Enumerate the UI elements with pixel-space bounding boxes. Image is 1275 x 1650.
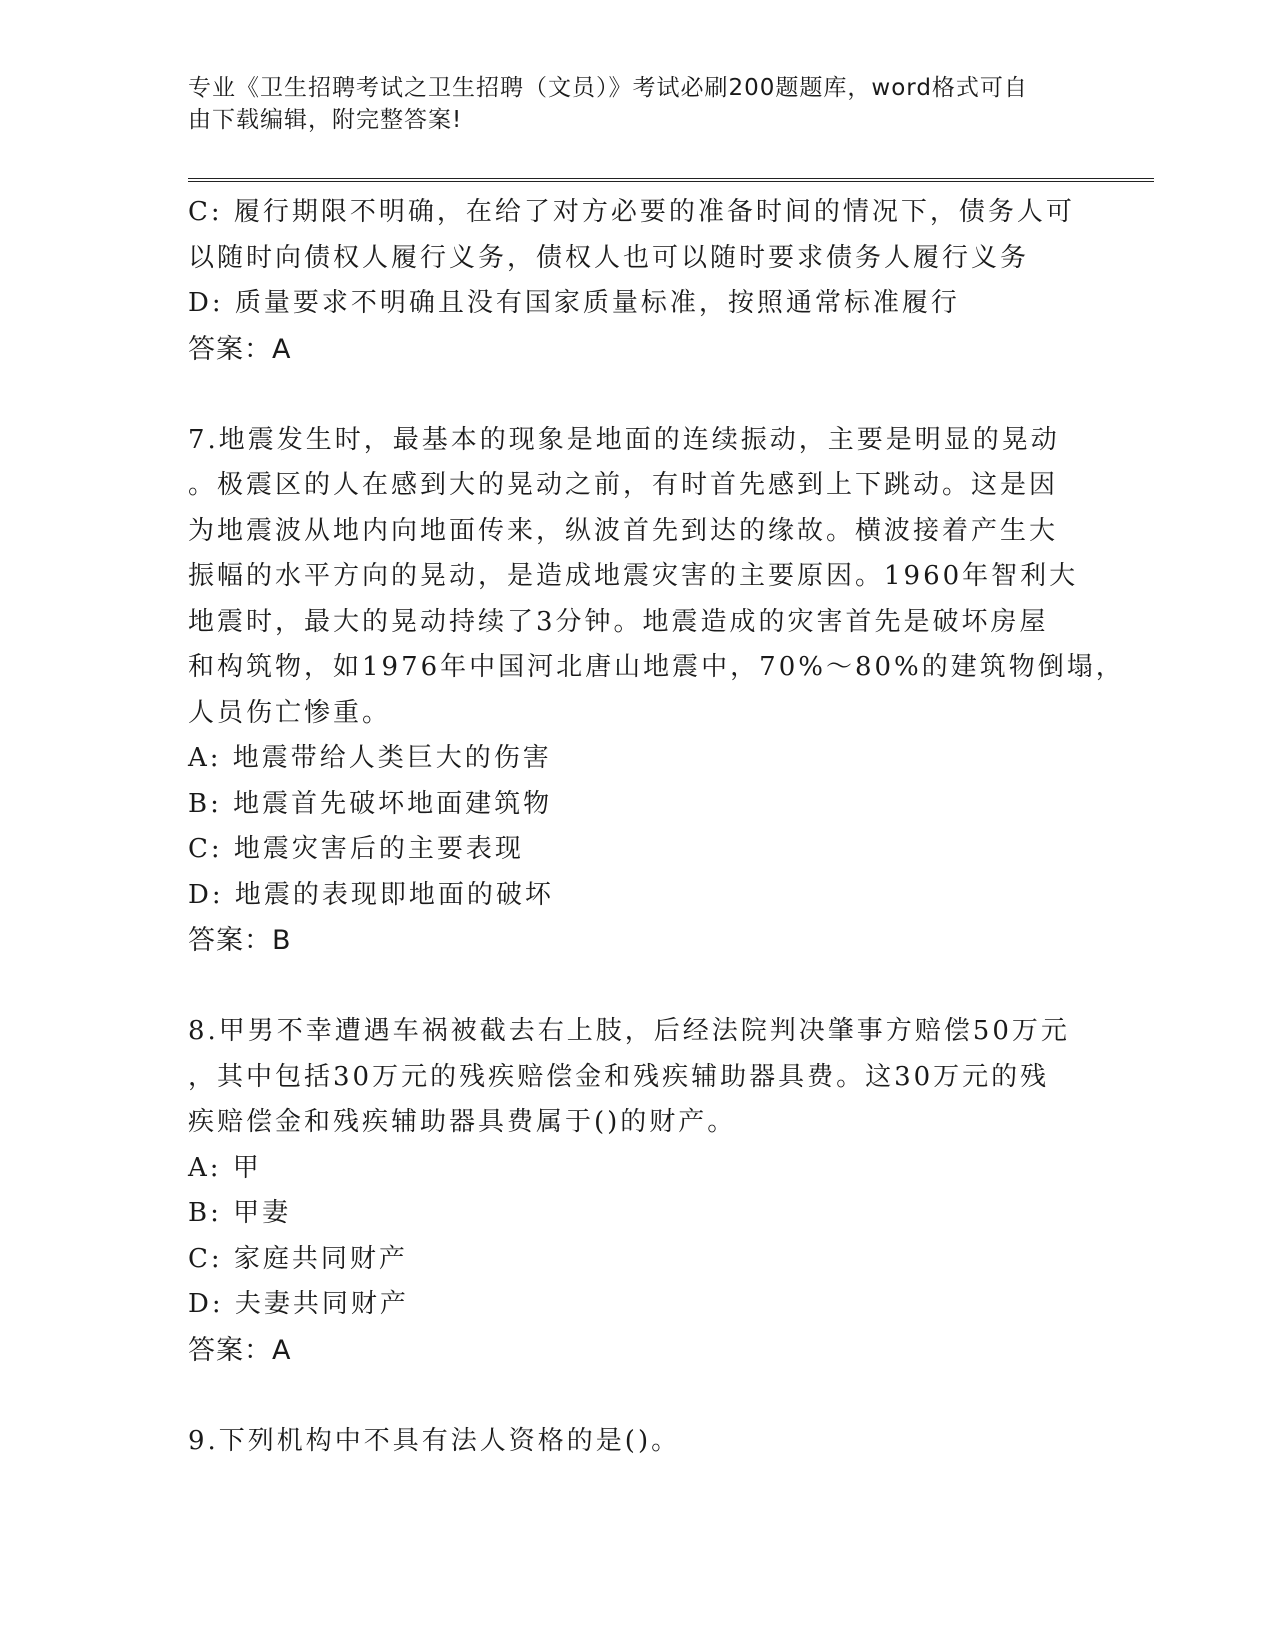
spacer xyxy=(188,372,1088,418)
answer-q8: 答案：A xyxy=(188,1334,292,1366)
q7-stem-line: 为地震波从地内向地面传来，纵波首先到达的缘故。横波接着产生大 xyxy=(188,515,1059,546)
q9-stem: 9.下列机构中不具有法人资格的是()。 xyxy=(188,1425,681,1456)
spacer xyxy=(188,1373,1088,1419)
q7-option-a: A: 地震带给人类巨大的伤害 xyxy=(188,743,552,773)
q7-stem-line: 人员伤亡惨重。 xyxy=(188,697,392,728)
q7-stem-line: 。极震区的人在感到大的晃动之前，有时首先感到上下跳动。这是因 xyxy=(188,470,1059,500)
q7-option-b: B: 地震首先破坏地面建筑物 xyxy=(188,788,553,819)
header-line-1: 专业《卫生招聘考试之卫生招聘（文员）》考试必刷200题题库，word格式可自 xyxy=(188,75,1028,101)
question-7 xyxy=(188,418,1125,964)
spacer xyxy=(188,964,1088,1010)
option-c-line-1: C: 履行期限不明确，在给了对方必要的准备时间的情况下，债务人可 xyxy=(188,197,1075,227)
q8-stem-line: 8.甲男不幸遭遇车祸被截去右上肢，后经法院判决肇事方赔偿50万元 xyxy=(188,1016,1070,1046)
q8-stem-line: 疾赔偿金和残疾辅助器具费属于()的财产。 xyxy=(188,1107,737,1137)
question-6-tail xyxy=(188,190,1088,372)
document-body xyxy=(188,190,1125,1464)
q7-option-c: C: 地震灾害后的主要表现 xyxy=(188,834,524,864)
page-header xyxy=(188,72,1068,136)
q8-option-b: B: 甲妻 xyxy=(188,1198,292,1228)
q8-option-c: C: 家庭共同财产 xyxy=(188,1243,408,1274)
q8-option-d: D: 夫妻共同财产 xyxy=(188,1289,409,1319)
header-double-rule xyxy=(188,178,1154,182)
q8-option-a: A: 甲 xyxy=(188,1152,262,1183)
option-c-line-2: 以随时向债权人履行义务，债权人也可以随时要求债务人履行义务 xyxy=(188,242,1030,273)
header-line-2: 由下载编辑，附完整答案! xyxy=(188,107,463,133)
answer-q7: 答案：B xyxy=(188,925,292,956)
option-d: D: 质量要求不明确且没有国家质量标准，按照通常标准履行 xyxy=(188,288,960,318)
question-9 xyxy=(188,1419,1088,1465)
question-8 xyxy=(188,1009,1088,1373)
answer-q6: 答案：A xyxy=(188,333,292,365)
q7-stem-line: 振幅的水平方向的晃动，是造成地震灾害的主要原因。1960年智利大 xyxy=(188,561,1079,591)
q7-stem-line: 和构筑物，如1976年中国河北唐山地震中，70%～80%的建筑物倒塌， xyxy=(188,652,1125,682)
q8-stem-line: ，其中包括30万元的残疾赔偿金和残疾辅助器具费。这30万元的残 xyxy=(188,1061,1050,1092)
q7-stem-line: 7.地震发生时，最基本的现象是地面的连续振动，主要是明显的晃动 xyxy=(188,424,1060,455)
q7-stem-line: 地震时，最大的晃动持续了3分钟。地震造成的灾害首先是破坏房屋 xyxy=(188,606,1049,637)
q7-option-d: D: 地震的表现即地面的破坏 xyxy=(188,879,554,910)
